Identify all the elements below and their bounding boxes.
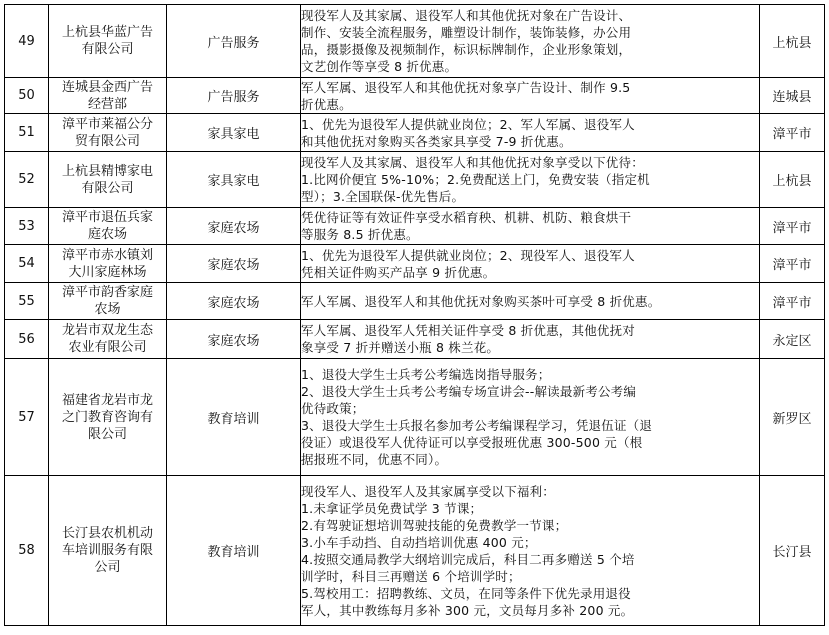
- category: 家具家电: [167, 152, 301, 208]
- company-name-line: 龙岩市双龙生态: [61, 323, 153, 338]
- offer-description-line: 5.驾校用工：招聘教练、文员，在同等条件下优先录用退役: [301, 585, 631, 601]
- company-name-line: 上杭县华蓝广告: [61, 25, 153, 40]
- table-row: [5, 114, 825, 152]
- offer-description: [301, 245, 760, 283]
- district: 新罗区: [760, 359, 825, 476]
- table-row: [5, 5, 825, 78]
- company-name: [49, 78, 167, 114]
- district: 长汀县: [760, 476, 825, 626]
- district: 上杭县: [760, 152, 825, 208]
- offer-description-line: 军人军属、退役军人和其他优抚对象享广告设计、制作 9.5: [301, 79, 631, 95]
- company-name-line: 有限公司: [81, 42, 134, 57]
- company-name-line: 连城县金西广告: [61, 79, 153, 95]
- company-name: [49, 245, 167, 283]
- company-name-line: 长汀县农机机动: [61, 526, 153, 541]
- company-name-line: 之门教育咨询有: [61, 409, 153, 425]
- offer-description-line: 型）；3.全国联保-优先售后。: [301, 189, 465, 204]
- offer-description-line: 3、退役大学生士兵报名参加考公考编课程学习，凭退伍证（退: [301, 418, 653, 433]
- company-name-line: 农业有限公司: [68, 340, 147, 355]
- offer-description: [301, 5, 760, 78]
- district: 上杭县: [760, 5, 825, 78]
- offer-description-line: 据报班不同，优惠不同）。: [301, 452, 448, 467]
- offer-description-line: 制作、安装全流程服务，雕塑设计制作，装饰装修，办公用: [301, 25, 632, 40]
- row-number: 58: [5, 476, 49, 626]
- offers-table: [4, 4, 825, 626]
- offer-description: [301, 78, 760, 114]
- offer-description-line: 现役军人及其家属、退役军人和其他优抚对象在广告设计、: [301, 8, 632, 23]
- company-name-line: 漳平市莱福公分: [61, 116, 153, 132]
- row-number: 51: [5, 114, 49, 152]
- offer-description-line: 凭优待证等有效证件享受水稻育秧、机耕、机防、粮食烘干: [301, 210, 632, 225]
- company-name-line: 限公司: [87, 426, 127, 442]
- company-name-line: 经营部: [87, 96, 127, 112]
- offer-description-line: 1.比网价便宜 5%-10%；2.免费配送上门，免费安装（指定机: [301, 172, 650, 187]
- offer-description: [301, 152, 760, 208]
- company-name: [49, 152, 167, 208]
- company-name: [49, 320, 167, 359]
- offer-description-line: 1、优先为退役军人提供就业岗位；2、现役军人、退役军人: [301, 247, 635, 263]
- category: 教育培训: [167, 476, 301, 626]
- company-name-line: 大川家庭林场: [68, 264, 147, 280]
- table-row: [5, 283, 825, 320]
- offer-description-line: 等服务 8.5 折优惠。: [301, 227, 419, 242]
- offer-description: [301, 208, 760, 245]
- district: 漳平市: [760, 114, 825, 152]
- table-row: [5, 359, 825, 476]
- table-body: [5, 5, 825, 626]
- offer-description-line: 2、退役大学生士兵考公考编专场宣讲会--解读最新考公考编: [301, 384, 637, 399]
- category: 家具家电: [167, 114, 301, 152]
- company-name: [49, 5, 167, 78]
- company-name: [49, 114, 167, 152]
- row-number: 55: [5, 283, 49, 320]
- company-name: [49, 208, 167, 245]
- category: 家庭农场: [167, 208, 301, 245]
- district: 漳平市: [760, 208, 825, 245]
- offer-description-line: 1.未拿证学员免费试学 3 节课；: [301, 500, 483, 516]
- company-name-line: 公司: [94, 560, 121, 575]
- offer-description-line: 训学时，科目三再赠送 6 个培训学时；: [301, 568, 521, 584]
- offer-description-line: 1、退役大学生士兵考公考编选岗指导服务；: [301, 367, 551, 382]
- offer-description: [301, 359, 760, 476]
- district: 漳平市: [760, 283, 825, 320]
- company-name-line: 有限公司: [81, 180, 134, 196]
- company-name-line: 车培训服务有限: [61, 543, 153, 558]
- company-name-line: 漳平市韵香家庭: [61, 285, 153, 300]
- offer-description-line: 2.有驾驶证想培训驾驶技能的免费教学一节课；: [301, 517, 568, 533]
- row-number: 50: [5, 78, 49, 114]
- offer-description: [301, 320, 760, 359]
- offer-description-line: 役证）或退役军人优待证可以享受报班优惠 300-500 元（根: [301, 435, 643, 450]
- row-number: 52: [5, 152, 49, 208]
- company-name-line: 农场: [94, 302, 121, 317]
- offer-description-line: 优待政策；: [301, 401, 365, 416]
- row-number: 56: [5, 320, 49, 359]
- offer-description: [301, 476, 760, 626]
- company-name: [49, 476, 167, 626]
- table-row: [5, 320, 825, 359]
- offer-description: [301, 283, 760, 320]
- district: 漳平市: [760, 245, 825, 283]
- row-number: 54: [5, 245, 49, 283]
- offer-description-line: 4.按照交通局教学大纲培训完成后，科目二再多赠送 5 个培: [301, 551, 635, 567]
- offer-description-line: 1、优先为退役军人提供就业岗位；2、军人军属、退役军人: [301, 116, 635, 132]
- company-name-line: 漳平市退伍兵家: [61, 210, 153, 225]
- table-row: [5, 78, 825, 114]
- category: 教育培训: [167, 359, 301, 476]
- table-row: [5, 152, 825, 208]
- offer-description-line: 凭相关证件购买产品享 9 折优惠。: [301, 264, 496, 280]
- row-number: 49: [5, 5, 49, 78]
- offer-description-line: 和其他优抚对象购买各类家具享受 7-9 折优惠。: [301, 133, 572, 149]
- company-name-line: 福建省龙岩市龙: [61, 392, 153, 408]
- company-name-line: 上杭县精博家电: [61, 163, 153, 179]
- table-row: [5, 245, 825, 283]
- category: 家庭农场: [167, 320, 301, 359]
- offer-description-line: 军人军属、退役军人凭相关证件享受 8 折优惠，其他优抚对: [301, 323, 636, 338]
- company-name-line: 漳平市赤水镇刘: [61, 247, 153, 263]
- district: 连城县: [760, 78, 825, 114]
- offer-description: [301, 114, 760, 152]
- company-name-line: 庭农场: [87, 227, 127, 242]
- table-row: [5, 476, 825, 626]
- offer-description-line: 折优惠。: [301, 96, 352, 112]
- offer-description-line: 现役军人及其家属、退役军人和其他优抚对象享受以下优待：: [301, 155, 644, 170]
- category: 广告服务: [167, 5, 301, 78]
- offer-description-line: 军人，其中教练每月多补 300 元，文员每月多补 200 元。: [301, 602, 634, 618]
- row-number: 57: [5, 359, 49, 476]
- company-name-line: 贸有限公司: [74, 133, 140, 149]
- category: 家庭农场: [167, 245, 301, 283]
- offer-description-line: 象享受 7 折并赠送小瓶 8 株兰花。: [301, 340, 500, 355]
- offer-description-line: 品，摄影摄像及视频制作，标识标牌制作，企业形象策划，: [301, 42, 632, 57]
- offer-description-line: 文艺创作等享受 8 折优惠。: [301, 59, 458, 74]
- district: 永定区: [760, 320, 825, 359]
- offer-description-line: 3.小车手动挡、自动挡培训优惠 400 元；: [301, 534, 537, 550]
- category: 广告服务: [167, 78, 301, 114]
- offer-description-line: 军人军属、退役军人和其他优抚对象购买茶叶可享受 8 折优惠。: [301, 293, 661, 309]
- table-row: [5, 208, 825, 245]
- row-number: 53: [5, 208, 49, 245]
- category: 家庭农场: [167, 283, 301, 320]
- offer-description-line: 现役军人、退役军人及其家属享受以下福利：: [301, 483, 556, 499]
- company-name: [49, 359, 167, 476]
- company-name: [49, 283, 167, 320]
